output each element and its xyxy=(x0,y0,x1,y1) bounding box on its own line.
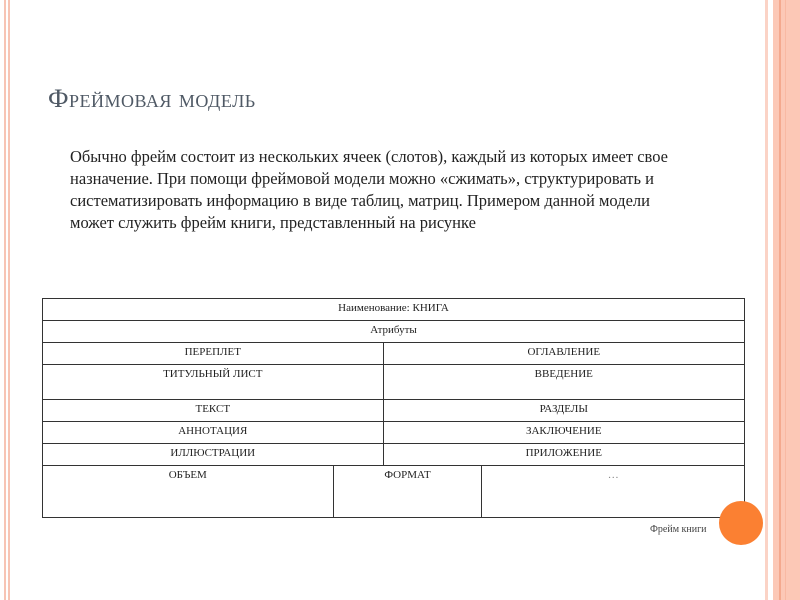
table-cell: ФОРМАТ xyxy=(333,466,482,518)
table-row xyxy=(43,400,745,422)
table-cell: ОБЪЕМ xyxy=(43,466,334,518)
table-subheader: Атрибуты xyxy=(43,321,745,343)
table-cell: ТИТУЛЬНЫЙ ЛИСТ xyxy=(43,365,384,400)
table-cell: ВВЕДЕНИЕ xyxy=(383,365,744,400)
right-border-stripe xyxy=(765,0,768,600)
slide-title: Фреймовая модель xyxy=(48,84,256,113)
table-row xyxy=(43,422,745,444)
table-cell: ЗАКЛЮЧЕНИЕ xyxy=(383,422,744,444)
table-row xyxy=(43,365,745,400)
table-cell: АННОТАЦИЯ xyxy=(43,422,384,444)
table-cell: РАЗДЕЛЫ xyxy=(383,400,744,422)
slide-paragraph: Обычно фрейм состоит из нескольких ячеек (слотов), каждый из которых имеет свое назначение. При помощи фреймовой модели можно «сжимать», структурировать и систематизировать информацию в виде таблиц, матриц. Примером данной модели может служить фрейм книги, представленный на рисунке xyxy=(70,147,668,232)
book-frame-table xyxy=(42,298,745,518)
decorative-orange-circle xyxy=(719,501,763,545)
table-row xyxy=(43,444,745,466)
table-cell: ПЕРЕПЛЕТ xyxy=(43,343,384,365)
table-cell: … xyxy=(482,466,745,518)
table-header: Наименование: КНИГА xyxy=(43,299,745,321)
left-border-line xyxy=(8,0,10,600)
table-row xyxy=(43,343,745,365)
table-cell: ИЛЛЮСТРАЦИИ xyxy=(43,444,384,466)
left-border-line xyxy=(4,0,6,600)
right-border-stripe xyxy=(779,0,781,600)
table-cell: ОГЛАВЛЕНИЕ xyxy=(383,343,744,365)
table-cell: ПРИЛОЖЕНИЕ xyxy=(383,444,744,466)
figure-caption: Фрейм книги xyxy=(650,524,707,535)
right-border-stripe xyxy=(785,0,786,600)
table-cell: ТЕКСТ xyxy=(43,400,384,422)
right-border-stripe xyxy=(773,0,800,600)
table-row xyxy=(43,466,745,518)
